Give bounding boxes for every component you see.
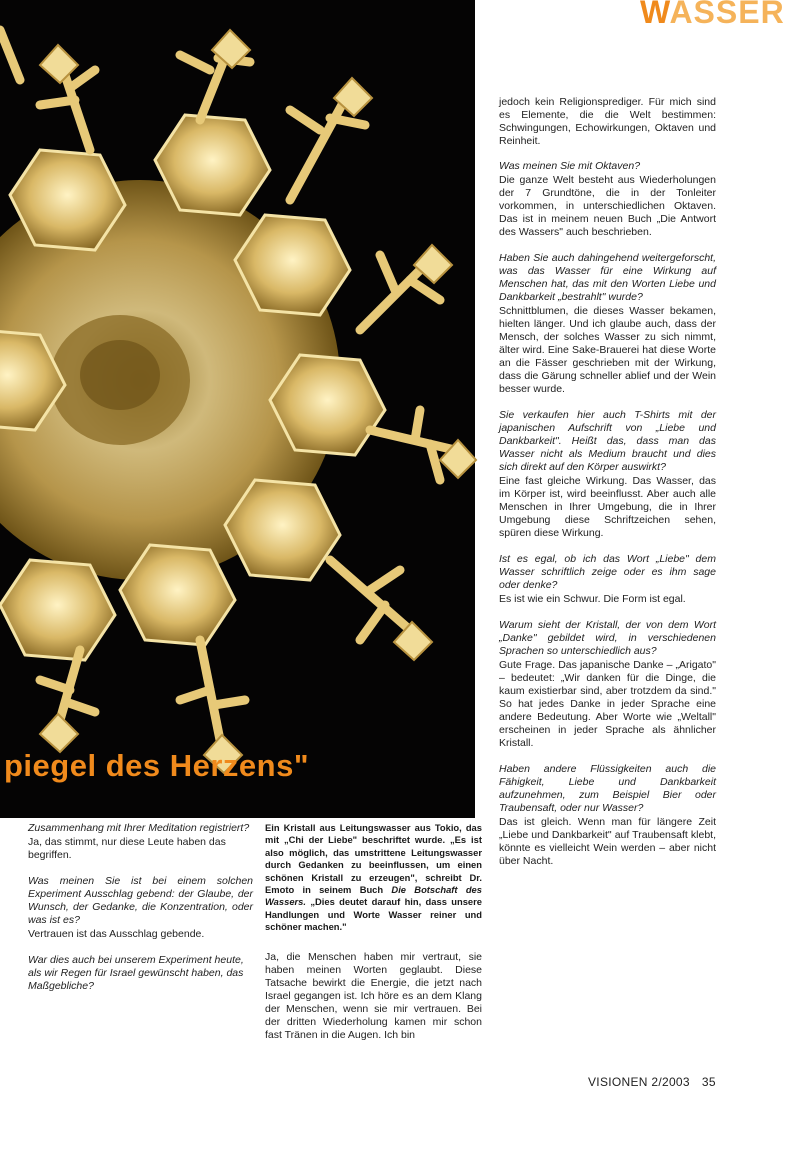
- article-column-left: [28, 822, 253, 994]
- interview-answer: Es ist wie ein Schwur. Die Form ist egal.: [499, 593, 686, 605]
- book-title: Die Botschaft des Wassers.: [265, 884, 482, 908]
- interview-question: Was meinen Sie ist bei einem solchen Experiment Ausschlag gebend: der Glaube, der Wunsch, der Gedanke, die Konzentration, oder was ist es?: [28, 875, 253, 926]
- article-column-middle: [265, 822, 482, 1055]
- interview-answer: Eine fast gleiche Wirkung. Das Wasser, das im Körper ist, wird beeinflusst. Aber auch alle Menschen in Ihrer Umgebung, die in Ihrer Umgebung diese Schriftzeichen sehen, spüren diese Wirkung.: [499, 475, 716, 539]
- interview-question: Haben Sie auch dahingehend weitergeforscht, was das Wasser für eine Wirkung auf Menschen hat, das mit den Worten Liebe und Dankbarkeit „bestrahlt" wurde?: [499, 252, 716, 303]
- interview-question: Ist es egal, ob ich das Wort „Liebe" dem Wasser schriftlich zeige oder es ihm sage oder denke?: [499, 553, 716, 591]
- water-crystal-photo: [0, 0, 475, 818]
- interview-answer: Das ist gleich. Wenn man für längere Zeit „Liebe und Dankbarkeit" auf Traubensaft klebt, könnte es vielleicht Wein werden – aber nicht über Nacht.: [499, 816, 716, 867]
- paragraph: jedoch kein Religionsprediger. Für mich sind es Elemente, die die Welt bestimmen: Schwingungen, Echowirkungen, Oktaven und Reinheit.: [499, 96, 716, 147]
- interview-question: Warum sieht der Kristall, der von dem Wort „Danke" gebildet wird, in verschiedenen Sprachen so unterschiedlich aus?: [499, 619, 716, 657]
- magazine-issue: VISIONEN 2/2003: [588, 1075, 690, 1089]
- section-header-rest: ASSER: [669, 0, 785, 30]
- interview-answer: Die ganze Welt besteht aus Wiederholungen der 7 Grundtöne, die in der Tonleiter vorkommen, in unterschiedlichen Oktaven. Das ist in meinem neuen Buch „Die Antwort des Wassers" auch beschrieben.: [499, 174, 716, 238]
- interview-answer: Ja, das stimmt, nur diese Leute haben das begriffen.: [28, 836, 226, 861]
- crystal-illustration: [0, 0, 475, 818]
- page-footer: [588, 1075, 716, 1089]
- section-header-initial: W: [640, 0, 670, 30]
- page-number: 35: [701, 1075, 716, 1089]
- interview-answer: Vertrauen ist das Ausschlag gebende.: [28, 928, 205, 940]
- interview-question: War dies auch bei unserem Experiment heute, als wir Regen für Israel gewünscht haben, das Maßgebliche?: [28, 954, 244, 992]
- photo-caption: [265, 822, 482, 934]
- article-column-right: [499, 96, 716, 881]
- interview-question: Haben andere Flüssigkeiten auch die Fähigkeit, Liebe und Dankbarkeit aufzunehmen, zum Beispiel Bier oder Traubensaft, oder nur Wasser?: [499, 763, 716, 814]
- photo-caption-text: Ein Kristall aus Leitungswasser aus Tokio, das mit „Chi der Liebe" beschriftet wurde. „Es ist also möglich, das umstrittene Leitungswasser durch Gedanken zu beeinflussen, um einen schönen Kristall zu erzeugen", schreibt Dr. Emoto in seinem Buch: [265, 822, 482, 896]
- photo-caption-title: piegel des Herzens": [4, 748, 310, 783]
- interview-question: Was meinen Sie mit Oktaven?: [499, 160, 641, 172]
- section-header: [640, 0, 785, 31]
- interview-answer: Schnittblumen, die dieses Wasser bekamen, hielten länger. Und ich glaube auch, dass der Mensch, der solches Wasser zu sich nimmt, älter wird. Eine Sake-Brauerei hat diese Worte an die Fässer geschrieben mit der Wirkung, dass die Gärung schneller ablief und der Wein besser wurde.: [499, 305, 716, 395]
- interview-question: Zusammenhang mit Ihrer Meditation registriert?: [28, 822, 250, 834]
- interview-answer: Gute Frage. Das japanische Danke – „Arigato" – bedeutet: „Wir danken für die Dinge, die kaum existierbar sind, aber trotzdem da sind." So hat jedes Danke in jeder Sprache eine andere Bedeutung. Aber Worte wie „Weltall" erscheinen in jeder Sprache als ähnlicher Kristall.: [499, 659, 716, 749]
- photo-caption-text-end: „Dies deutet darauf hin, dass unsere Handlungen und Worte Wasser reiner und schöner machen.": [265, 896, 482, 933]
- interview-question: Sie verkaufen hier auch T-Shirts mit der japanischen Aufschrift von „Liebe und Dankbarkeit". Heißt das, dass man das Wasser nicht als Medium braucht und dies sich direkt auf den Körper auswirkt?: [499, 409, 716, 473]
- interview-answer: Ja, die Menschen haben mir vertraut, sie haben meinen Worten geglaubt. Diese Tatsache bewirkt die Energie, die jetzt nach Israel gegangen ist. Ich höre es an dem Klang der Menschen, wenn sie mir vertrauen. Bei der dritten Wiederholung kamen mir schon fast Tränen in die Augen. Ich bin: [265, 950, 482, 1041]
